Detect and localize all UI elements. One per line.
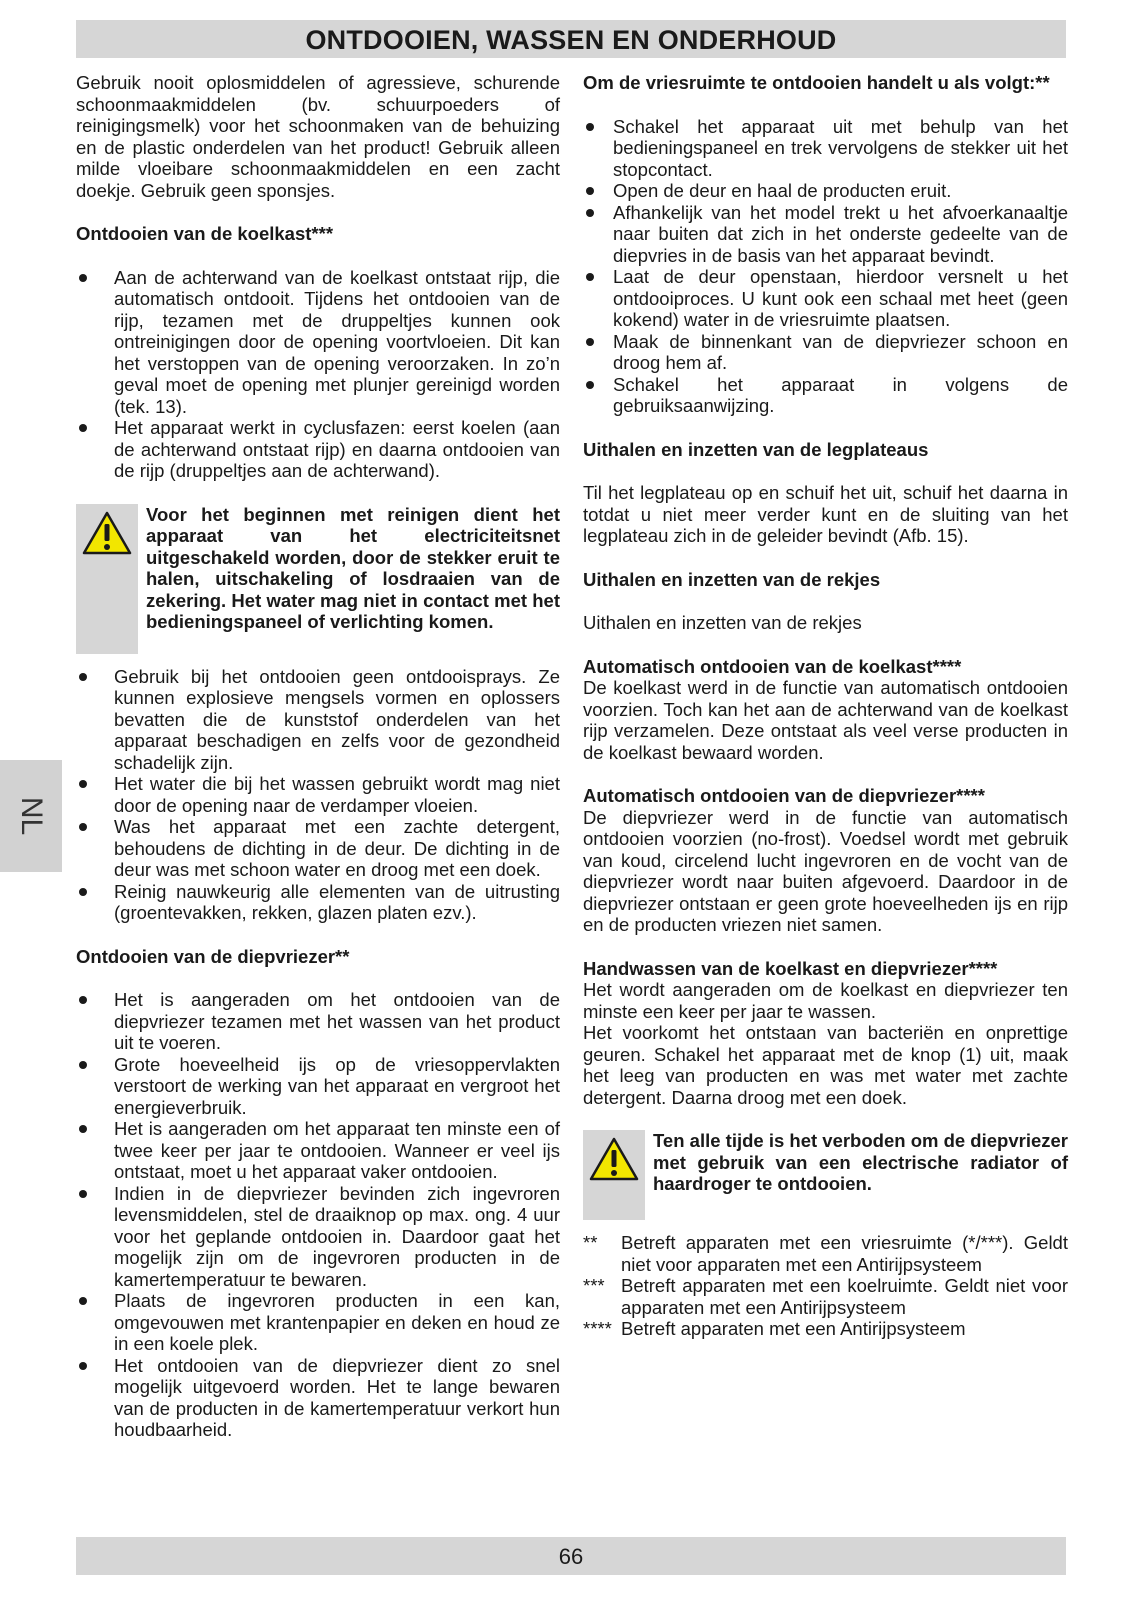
footnotes <box>583 1232 1068 1340</box>
shelves-heading: Uithalen en inzetten van de legplateaus <box>583 438 929 460</box>
freezer-defrost-heading: Ontdooien van de diepvriezer** <box>76 945 350 967</box>
footnote-mark: ** <box>583 1232 598 1253</box>
list-item: Was het apparaat met een zachte detergent, behoudens de dichting in de deur. De dichting in de deur was met schoon water en droog met een doek. <box>76 816 560 881</box>
cleaning-warning <box>76 504 560 654</box>
fridge-defrost-heading: Ontdooien van de koelkast*** <box>76 223 334 244</box>
warning-text: Voor het beginnen met reinigen dient het apparaat van het electriciteitsnet uitgeschakeld worden, door de stekker eruit te halen, uitschakeling of losdraaien van de zekering. Het water mag niet in contact met het bedieningspaneel of verlichting komen. <box>146 503 560 632</box>
footnote-text: Betreft apparaten met een Antirijpsysteem <box>621 1318 966 1339</box>
list-item: Aan de achterwand van de koelkast ontstaat rijp, die automatisch ontdooit. Tijdens het ontdooien van de rijp, tezamen met de druppeltjes kunnen ook ontreinigingen door de opening voortvloeien. Dit kan het verstoppen van de opening veroorzaken. In zo’n geval moet de opening met plunjer gereinigd worden (tek. 13). <box>76 267 560 418</box>
list-item: Reinig nauwkeurig alle elementen van de uitrusting (groentevakken, rekken, glazen platen ezv.). <box>76 881 560 924</box>
footnote-mark: **** <box>583 1318 612 1339</box>
list-item: Afhankelijk van het model trekt u het afvoerkanaaltje naar buiten dat zich in het onderste gedeelte van de diepvries in de basis van het apparaat bevindt. <box>583 202 1068 267</box>
list-item: Het apparaat werkt in cyclusfazen: eerst koelen (aan de achterwand ontstaat rijp) en daarna ontdooien van de rijp (druppeltjes aan de achterwand). <box>76 417 560 482</box>
list-item: Het water die bij het wassen gebruikt wordt mag niet door de opening naar de verdamper vloeien. <box>76 773 560 816</box>
list-item: Het is aangeraden om het ontdooien van de diepvriezer tezamen met het wassen van het product uit te voeren. <box>76 989 560 1054</box>
left-column <box>76 72 560 1441</box>
freezer-procedure-list <box>583 116 1068 417</box>
list-item: Het ontdooien van de diepvriezer dient zo snel mogelijk uitgevoerd worden. Het te lange bewaren van de producten in de kamertemperatuur verkort hun houdbaarheid. <box>76 1355 560 1441</box>
page-number: 66 <box>76 1537 1066 1575</box>
footnote-text: Betreft apparaten met een koelruimte. Geldt niet voor apparaten met een Antirijpsysteem <box>621 1275 1068 1318</box>
warning-triangle-icon <box>589 1136 639 1182</box>
list-item: Schakel het apparaat in volgens de gebruiksaanwijzing. <box>583 374 1068 417</box>
intro-paragraph: Gebruik nooit oplosmiddelen of agressieve, schurende schoonmaakmiddelen (bv. schuurpoeders of reinigingsmelk) voor het schoonmaken van de behuizing en de plastic onderdelen van het product! Gebruik alleen milde vloeibare schoonmaakmiddelen en een zacht doekje. Gebruik geen sponsjes. <box>76 72 560 201</box>
list-item: Laat de deur openstaan, hierdoor versnelt u het ontdooiproces. U kunt ook een schaal met heet (geen kokend) water in de vriesruimte plaatsen. <box>583 266 1068 331</box>
list-item: Gebruik bij het ontdooien geen ontdooisprays. Ze kunnen explosieve mengsels vormen en oplossers bevatten die de kunststof onderdelen van het apparaat beschadigen en zelfs voor de gezondheid schadelijk zijn. <box>76 666 560 774</box>
freezer-defrost-list <box>76 989 560 1441</box>
warning-box <box>583 1130 645 1220</box>
handwash-heading: Handwassen van de koelkast en diepvriezer**** <box>583 957 998 979</box>
heater-warning <box>583 1130 1068 1220</box>
auto-fridge-heading: Automatisch ontdooien van de koelkast**** <box>583 655 962 677</box>
freezer-procedure-heading: Om de vriesruimte te ontdooien handelt u als volgt:** <box>583 72 1050 93</box>
footnote-mark: *** <box>583 1275 605 1296</box>
list-item: Indien in de diepvriezer bevinden zich ingevroren levensmiddelen, stel de draaiknop op max. ong. 4 uur voor het geplande ontdooien in. Daardoor gaat het mogelijk zijn om de ingevroren producten in de kamertemperatuur te bewaren. <box>76 1183 560 1291</box>
racks-heading: Uithalen en inzetten van de rekjes <box>583 568 881 590</box>
footnote <box>583 1275 1068 1318</box>
auto-freezer-paragraph: De diepvriezer werd in de functie van automatisch ontdooien voorzien (no-frost). Voedsel wordt met gebruik van koud, circelend lucht ingevroren en de vocht van de diepvriezer wordt naar buiten afgevoerd. Daardoor in de diepvriezer ontstaan er geen grote hoeveelheden ijs en rijp en de producten vriezen niet samen. <box>583 806 1068 935</box>
page-title: ONTDOOIEN, WASSEN EN ONDERHOUD <box>76 20 1066 58</box>
cleaning-list <box>76 666 560 924</box>
handwash-paragraph-2: Het voorkomt het ontstaan van bacteriën en onprettige geuren. Schakel het apparaat met de knop (1) uit, maak het leeg van producten en was met water met zachte detergent. Daarna droog met een doek. <box>583 1022 1068 1108</box>
footnote <box>583 1232 1068 1275</box>
shelves-paragraph: Til het legplateau op en schuif het uit, schuif het daarna in totdat u niet meer verder kunt en de sluiting van het legplateau zich in de geleider bevindt (Afb. 15). <box>583 482 1068 546</box>
warning-triangle-icon <box>82 510 132 556</box>
list-item: Schakel het apparaat uit met behulp van het bedieningspaneel en trek vervolgens de stekker uit het stopcontact. <box>583 116 1068 181</box>
right-column <box>583 72 1068 1340</box>
list-item: Grote hoeveelheid ijs op de vriesoppervlakten verstoort de werking van het apparaat en vergroot het energieverbruik. <box>76 1054 560 1119</box>
handwash-paragraph: Het wordt aangeraden om de koelkast en diepvriezer ten minste een keer per jaar te wassen. <box>583 979 1068 1022</box>
list-item: Plaats de ingevroren producten in een kan, omgevouwen met krantenpapier en deken en houd ze in een koele plek. <box>76 1290 560 1355</box>
list-item: Maak de binnenkant van de diepvriezer schoon en droog hem af. <box>583 331 1068 374</box>
language-tab <box>0 760 62 872</box>
list-item: Open de deur en haal de producten eruit. <box>583 180 1068 202</box>
language-label: NL <box>15 796 48 836</box>
footnote-text: Betreft apparaten met een vriesruimte (*/***). Geldt niet voor apparaten met een Antirijpsysteem <box>621 1232 1068 1275</box>
warning-text: Ten alle tijde is het verboden om de diepvriezer met gebruik van een electrische radiator of haardroger te ontdooien. <box>653 1130 1068 1194</box>
list-item: Het is aangeraden om het apparaat ten minste een of twee keer per jaar te ontdooien. Wanneer er veel ijs ontstaat, moet u het apparaat vaker ontdooien. <box>76 1118 560 1183</box>
racks-paragraph: Uithalen en inzetten van de rekjes <box>583 612 862 633</box>
warning-box <box>76 504 138 654</box>
footnote <box>583 1318 1068 1340</box>
fridge-defrost-list <box>76 267 560 482</box>
auto-freezer-heading: Automatisch ontdooien van de diepvriezer**** <box>583 785 985 806</box>
auto-fridge-paragraph: De koelkast werd in de functie van automatisch ontdooien voorzien. Toch kan het aan de achterwand van de koelkast rijp verzamelen. Deze ontstaat als veel verse producten in de koelkast bewaard worden. <box>583 677 1068 763</box>
